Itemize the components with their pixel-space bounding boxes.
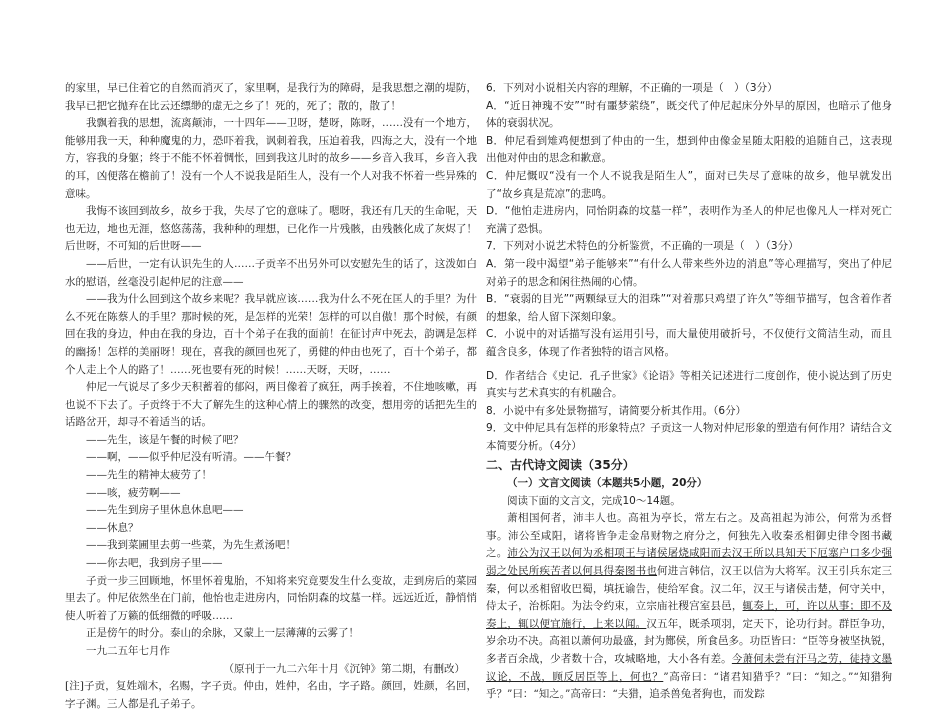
- novel-paragraph: 正是傍午的时分。泰山的余脉，又蒙上一层薄薄的云雾了！: [86, 627, 359, 640]
- dialogue-line: ——休息？: [86, 521, 139, 534]
- question-6-option-a: A．“近日神瑰不安”“时有噩梦萦绕”，既交代了仲尼起床分外早的原因，也暗示了他身体的衰弱状况。: [486, 99, 892, 130]
- question-6-option-b: B．仲尼看到雉鸡便想到了仲由的一生，想到仲由像金星随太阳般的追随自己，这表现出他对仲由的思念和歉意。: [486, 134, 892, 165]
- question-8: 8．小说中有多处景物描写，请简要分析其作用。（6分）: [486, 404, 747, 417]
- dialogue-line: ——你去吧，我到房子里——: [86, 557, 223, 570]
- footnote: [注]子贡，复姓端木，名赐，字子贡。仲由，姓仲，名由，字子路。颜回，姓颜，名回，字子渊。三人都是孔子弟子。: [65, 680, 477, 710]
- question-9: 9．文中仲尼具有怎样的形象特点？子贡这一人物对仲尼形象的塑造有何作用？请结合文本简要分析。（4分）: [486, 422, 892, 452]
- classical-passage: [486, 510, 892, 704]
- classical-text: 汉五年，既杀项羽，定天下，论功行封。群臣争功，岁余功不决。高祖以萧何功最盛，封为酂侯，所食邑多。功臣皆曰：“臣等身被坚执锐，多者百余战，少者数十合，攻城略地，大小各有差。: [486, 617, 893, 665]
- novel-paragraph: 我飘着我的思想，流离颠沛，一十四年——卫呀，楚呀，陈呀，……没有一个地方，能够用我一天，种种魔鬼的力，恐吓着我，讽刺着我，压迫着我，四海之大，没有一个地方，容我的身躯；终于不能不怀着惆怅，回到我这儿时的故乡——乡音入我耳，乡音入我的耳，凶便落在檐前了！没有一个人不说我是陌生人，没有一个人对我不怀着一些异殊的意味。: [65, 117, 477, 200]
- dialogue-line: ——先生到房子里休息休息吧——: [86, 504, 244, 517]
- question-7-option-d: D．作者结合《史记．孔子世家》《论语》等相关记述进行二度创作，使小说达到了历史真实与艺术真实的有机融合。: [486, 369, 892, 400]
- novel-paragraph: 子贡一步三回顾地，怀里怀着鬼胎，不知将来究竟要发生什么变故，走到房后的菜园里去了。仲尼依然坐在门前，他怡也走进房内，同怡阴森的坟墓一样。远远近近，静悄悄使人听着了万籁的低细微的呼吸……: [65, 574, 477, 622]
- dialogue-line: ——咳，疲劳啊——: [86, 486, 181, 499]
- section-title: 二、古代诗文阅读（35分）: [486, 458, 635, 473]
- classical-text: 萧相国何者，沛丰人也。高祖为亭长，常左右之。及高祖起为沛公，何常为丞督事。沛公至咸阳，诸将皆争走金帛财物之府分之，何独先入收秦丞相御史律令图书藏之。: [486, 512, 892, 560]
- underlined-sentence-3: 今萧何未尝有汗马之劳，徒持文墨议论，不战，顾反居臣等上，何也？: [486, 653, 893, 683]
- classical-text: ”高帝曰：“诸君知猎乎？”曰：“知之。”“知猎狗乎？”曰：“知之。”高帝曰：“夫猎，追杀兽兔者狗也，而发踪: [486, 670, 892, 701]
- underlined-sentence-1: 沛公为汉王以何为丞相项王与诸侯屠烧咸阳而去汉王所以具知天下厄塞户口多少强弱之处民所疾苦者以何具得秦图书也: [486, 547, 893, 578]
- underlined-sentence-2: 辄奏上，可，许以从事；即不及奏上，辄以便宜施行，上来以闻。: [486, 600, 893, 630]
- dialogue-line: ——啊，——似乎仲尼没有听清。——午餐？: [86, 451, 296, 464]
- left-column: [65, 80, 477, 713]
- classical-text: 何进言韩信，汉王以信为大将军。汉王引兵东定三秦，何以丞相留收巴蜀，填抚谕告，使给军食。汉二年，汉王与诸侯击楚，何守关中，侍太子，治栎阳。为法令约束，立宗庙社稷宫室县邑，: [486, 565, 893, 613]
- question-7-option-b: B．“衰弱的目光”“两颗绿豆大的泪珠”“对着那只鸡望了许久”等细节描写，包含着作者的想象，给人留下深刻印象。: [486, 293, 892, 323]
- novel-paragraph: 我悔不该回到故乡，故乡于我，失尽了它的意味了。嗯呀，我还有几天的生命呢，天也无边，地也无涯，悠悠荡荡，我种种的理想，已化作一片残骸，由残骸化成了灰烬了！后世呀，不可知的后世呀——: [65, 205, 477, 253]
- question-7-option-c: C．小说中的对话描写没有运用引号，而大量使用破折号，不仅使行文简洁生动，而且蕴含良多，体现了作者独特的语言风格。: [486, 328, 892, 358]
- novel-paragraph: 仲尼一气说尽了多少天积蓄着的郁闷，两目像着了疯狂，两手挨着，不住地咳嗽，再也说不下去了。子贡终于不大了解先生的这种心情上的骤然的改变，想用旁的话把先生的话路岔开，却寻不着适当的话。: [65, 381, 477, 429]
- question-6-option-d: D．“他怕走进房内，同怡阴森的坟墓一样”，表明作为圣人的仲尼也像凡人一样对死亡充满了恐惧。: [486, 205, 892, 235]
- dialogue-line: ——我到菜圃里去剪一些菜，为先生煮汤吧！: [86, 539, 296, 552]
- dialogue-line: ——先生，该是午餐的时候了吧？: [86, 433, 244, 446]
- source-note: （原刊于一九二六年十月《沉钟》第二期，有删改）: [223, 662, 465, 675]
- question-6-stem: 6．下列对小说相关内容的理解，不正确的一项是（ ）（3分）: [486, 82, 778, 94]
- date-line: 一九二五年七月作: [86, 645, 170, 657]
- novel-paragraph: ——后世，一定有认识先生的人……子贡辛不出另外可以安慰先生的话了，这泼如白水的慰语，丝毫没引起仲尼的注意——: [65, 257, 477, 288]
- question-7-stem: 7．下列对小说艺术特色的分析鉴赏，不正确的一项是（ ）（3分）: [486, 240, 799, 253]
- dialogue-line: ——先生的精神太疲劳了！: [86, 469, 212, 482]
- question-6-option-c: C．仲尼慨叹“没有一个人不说我是陌生人”，面对已失尽了意味的故乡，他早就发出了“故乡真是荒凉”的悲鸣。: [486, 169, 892, 200]
- novel-paragraph: 的家里，早已住着它的自然而消灭了，家里啊，是我行为的障碍，是我思想之潮的堤防，我早已把它抛弃在比云还缥缈的虚无之乡了！死的，死了；散的，散了！: [65, 82, 477, 112]
- novel-paragraph: ——我为什么回到这个故乡来呢？我早就应该……我为什么不死在匡人的手里？为什么不死在陈蔡人的手里？那时候的死，是怎样的光荣！怎样的可以自傲！那个时候，有颜回在我的身边，仲由在我的身边，百十个弟子在我的面前！在征讨声中死去，韵调是怎样的幽扬！怎样的美丽呀！现在，喜我的颜回也死了，勇健的仲由也死了，百十个弟子，都个人走上个人的路了！……死也要有死的时候！……天呀，天呀，……: [65, 293, 477, 376]
- subsection-title: （一）文言文阅读（本题共5小题，20分）: [507, 477, 708, 490]
- right-column: [486, 80, 892, 704]
- question-7-option-a: A．第一段中渴望“弟子能够来”“有什么人带来些外边的消息”等心理描写，突出了仲尼对弟子的思念和闲往热闹的心情。: [486, 257, 892, 288]
- reading-instruction: 阅读下面的文言文，完成10～14题。: [507, 494, 681, 507]
